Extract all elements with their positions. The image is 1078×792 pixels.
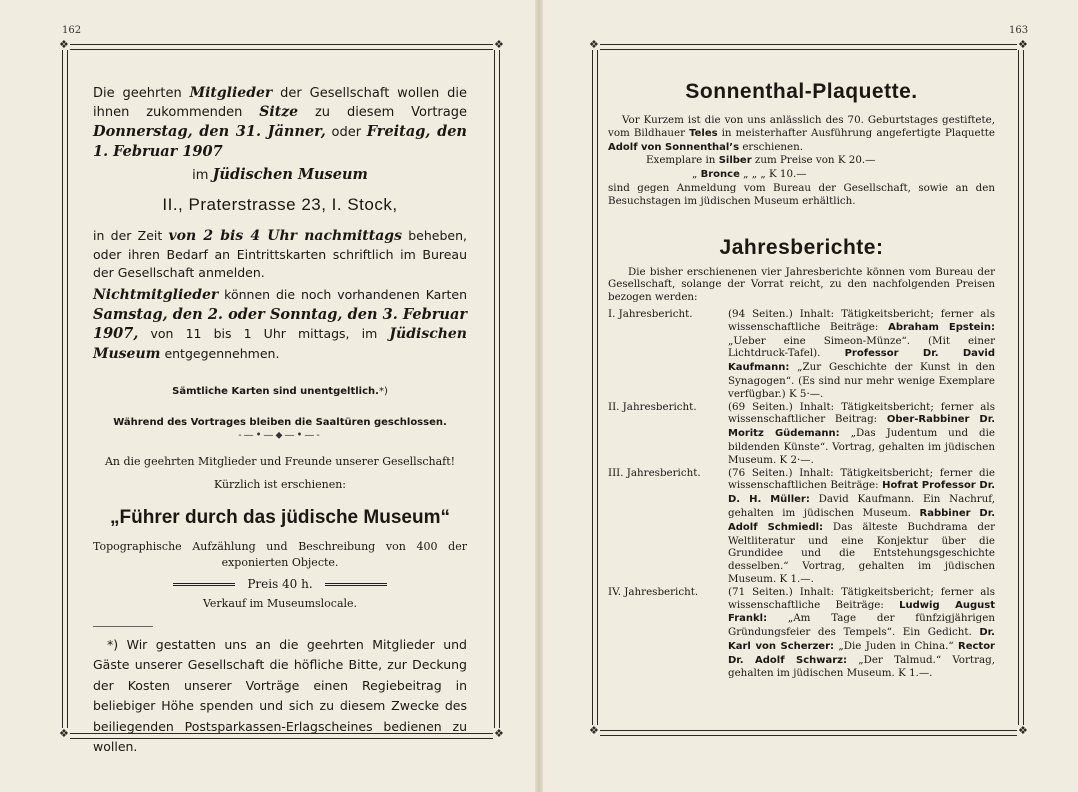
report-body: [728, 467, 995, 586]
text: zum Preise von K 20.—: [751, 154, 876, 167]
author-name: Rector Dr. Adolf Schwarz:: [728, 640, 995, 666]
report-entry: [608, 586, 995, 681]
text: von 11 bis 1 Uhr mittags, im: [138, 325, 390, 341]
free-tickets-notice: [93, 386, 467, 397]
emphasis-text: Mitglieder: [189, 85, 273, 101]
right-page-content: [608, 80, 995, 680]
time-text: von 2 bis 4 Uhr nachmittags: [168, 228, 402, 244]
reports-intro: Die bisher erschienenen vier Jahresberichte können vom Bureau der Gesellschaft, solange der Vorrat reicht, zu den nachfolgenden Preisen bezogen werden:: [608, 265, 995, 304]
text: in meisterhafter Ausführung angefertigte Plaquette: [717, 126, 995, 139]
time-paragraph: [93, 227, 467, 283]
text: entgegennehmen.: [160, 345, 280, 361]
appeal-line: An die geehrten Mitglieder und Freunde unserer Gesellschaft!: [104, 454, 456, 468]
text: oder: [325, 125, 367, 140]
text: Vor Kurzem ist die von uns anlässlich des 70. Geburtstages gestiftete, vom Bildhauer: [608, 114, 995, 139]
text: (71 Seiten.) Inhalt: Tätigkeitsbericht; ferner als wissenschaftliche Beiträge:: [728, 585, 995, 611]
report-label: III. Jahresbericht.: [608, 466, 701, 479]
date-text: Freitag, den 1. Februar 1907: [93, 123, 467, 160]
text: der Gesellschaft wollen die ihnen zukommenden: [93, 86, 467, 120]
date-text: Donnerstag, den 31. Jänner,: [93, 123, 326, 140]
author-name: Dr. Karl von Scherzer:: [728, 627, 995, 652]
author-name: Rabbiner Dr. Adolf Schmiedl:: [728, 507, 995, 533]
museum-name: Jüdischen Museum: [212, 166, 368, 183]
invitation-paragraph: [93, 84, 467, 162]
text: im: [192, 168, 213, 183]
emphasis-text: Sitze: [259, 104, 299, 120]
metal-name: Bronce: [700, 169, 740, 181]
text: „Ueber eine Simeon-Münze“. (Mit einer Lichtdruck-Tafel).: [728, 334, 995, 360]
book-description: Topographische Aufzählung und Beschreibung von 400 der exponierten Objecte.: [93, 539, 467, 569]
text: (94 Seiten.) Inhalt: Tätigkeitsbericht; ferner als wissenschaftliche Beiträge:: [728, 307, 995, 333]
person-name: Adolf von Sonnenthal’s: [608, 141, 740, 153]
sale-location: Verkauf im Museumslocale.: [202, 596, 358, 610]
footnote-text: *) Wir gestatten uns an die geehrten Mitglieder und Gäste unserer Gesellschaft die höfliche Bitte, zur Deckung der Kosten unserer Vorträge einen Regiebeitrag in beliebiger Höhe spenden und sich zu diesem Zwecke des beiliegenden Postsparkassen-Erlagscheines bedienen zu wollen.: [93, 636, 467, 754]
report-body: [728, 586, 995, 681]
museum-line: [93, 166, 467, 183]
right-page: [543, 0, 1078, 792]
report-label: II. Jahresbericht.: [608, 400, 697, 413]
reports-heading: Jahresberichte:: [719, 235, 884, 259]
nonmember-paragraph: [93, 285, 467, 364]
text: Sämtliche Karten sind unentgeltlich.: [172, 385, 379, 397]
corner-ornament-icon: ❖: [1018, 38, 1028, 51]
report-entry: [608, 308, 995, 401]
text: „: [692, 168, 701, 181]
text: Das älteste Buchdrama der Weltliteratur und eine Konjektur über die Grundidee und die Entstehungsgeschichte desselben.“ Vortrag, gehalten im jüdischen Museum. K 1.—.: [728, 520, 995, 585]
address-line: II., Praterstrasse 23, I. Stock,: [162, 195, 398, 214]
report-label: I. Jahresbericht.: [608, 307, 693, 320]
text: (76 Seiten.) Inhalt: Tätigkeitsbericht; ferner die wissenschaftlichen Beiträge:: [728, 466, 995, 492]
price-text: Preis 40 h.: [247, 576, 313, 591]
plaquette-heading: Sonnenthal-Plaquette.: [685, 80, 918, 103]
author-name: Hofrat Professor Dr. D. H. Müller:: [728, 480, 995, 506]
recently-published: Kürzlich ist erschienen:: [213, 477, 347, 491]
author-name: Ludwig August Frankl:: [728, 599, 995, 625]
text: „ „ „ K 10.—: [739, 168, 807, 181]
price-line: [93, 577, 467, 591]
report-entry: [608, 467, 995, 586]
emphasis-text: Nichtmitglieder: [93, 286, 219, 303]
sculptor-name: Teles: [689, 127, 718, 139]
doors-closed-notice: Während des Vortrages bleiben die Saaltüren geschlossen.: [113, 416, 447, 428]
report-body: [728, 308, 995, 401]
text: „Am Tage der fünfzigjährigen Gründungsfeier des Tempels“. Ein Gedicht.: [728, 612, 995, 639]
text: (69 Seiten.) Inhalt: Tätigkeitsbericht; ferner als wissenschaftlicher Beitrag:: [728, 400, 995, 426]
corner-ornament-icon: ❖: [59, 38, 69, 51]
book-spine: [535, 0, 543, 792]
divider-ornament: -—•—⬥—•—-: [238, 429, 322, 441]
silver-price-line: [608, 154, 995, 168]
text: in der Zeit: [93, 228, 169, 243]
corner-ornament-icon: ❖: [494, 727, 504, 740]
corner-ornament-icon: ❖: [1018, 724, 1028, 737]
corner-ornament-icon: ❖: [589, 724, 599, 737]
footnote-rule: [93, 626, 153, 627]
corner-ornament-icon: ❖: [494, 38, 504, 51]
metal-name: Silber: [718, 155, 752, 167]
book-title: „Führer durch das jüdische Museum“: [110, 506, 450, 528]
report-entry: [608, 401, 995, 467]
text: erschienen.: [739, 140, 804, 153]
double-rule: [173, 583, 235, 586]
text: „Die Juden in China.“: [834, 639, 954, 652]
corner-ornament-icon: ❖: [59, 727, 69, 740]
left-page-content: [93, 84, 467, 758]
report-body: [728, 401, 995, 467]
footnote-mark: *): [378, 385, 388, 397]
bronze-price-line: [608, 168, 995, 182]
page-number: 163: [1009, 25, 1029, 36]
text: Exemplare in: [646, 154, 719, 167]
double-rule: [325, 583, 387, 586]
page-number: 162: [62, 25, 82, 36]
plaquette-paragraph: [608, 114, 995, 154]
availability-paragraph: sind gegen Anmeldung vom Bureau der Gesellschaft, sowie an den Besuchstagen im jüdischen Museum erhältlich.: [608, 181, 995, 207]
text: David Kaufmann. Ein Nachruf, gehalten im jüdischen Museum.: [728, 493, 995, 519]
museum-name: Jüdischen Museum: [93, 325, 467, 362]
text: Die geehrten: [93, 86, 190, 101]
corner-ornament-icon: ❖: [589, 38, 599, 51]
text: können die noch vorhandenen Karten: [218, 286, 467, 302]
report-label: IV. Jahresbericht.: [608, 585, 699, 598]
date-text: Samstag, den 2. oder Sonntag, den 3. Februar 1907,: [93, 305, 467, 342]
text: „Zur Geschichte der Kunst in den Synagogen“. (Es sind nur mehr wenige Exemplare verfügbar.) K 5·—.: [728, 361, 995, 400]
text: beheben, oder ihren Bedarf an Eintrittskarten schriftlich im Bureau der Gesellschaft anmelden.: [93, 228, 467, 280]
author-name: Ober-Rabbiner Dr. Moritz Güdemann:: [728, 414, 995, 440]
text: zu diesem Vortrage: [298, 105, 467, 120]
author-name: Abraham Epstein:: [888, 321, 995, 333]
left-page: [0, 0, 536, 792]
text: „Das Judentum und die bildenden Künste“. Vortrag, gehalten im jüdischen Museum. K 2·—.: [728, 427, 995, 466]
text: „Der Talmud.“ Vortrag, gehalten im jüdischen Museum. K 1.—.: [728, 653, 995, 680]
author-name: Professor Dr. David Kaufmann:: [728, 348, 995, 374]
